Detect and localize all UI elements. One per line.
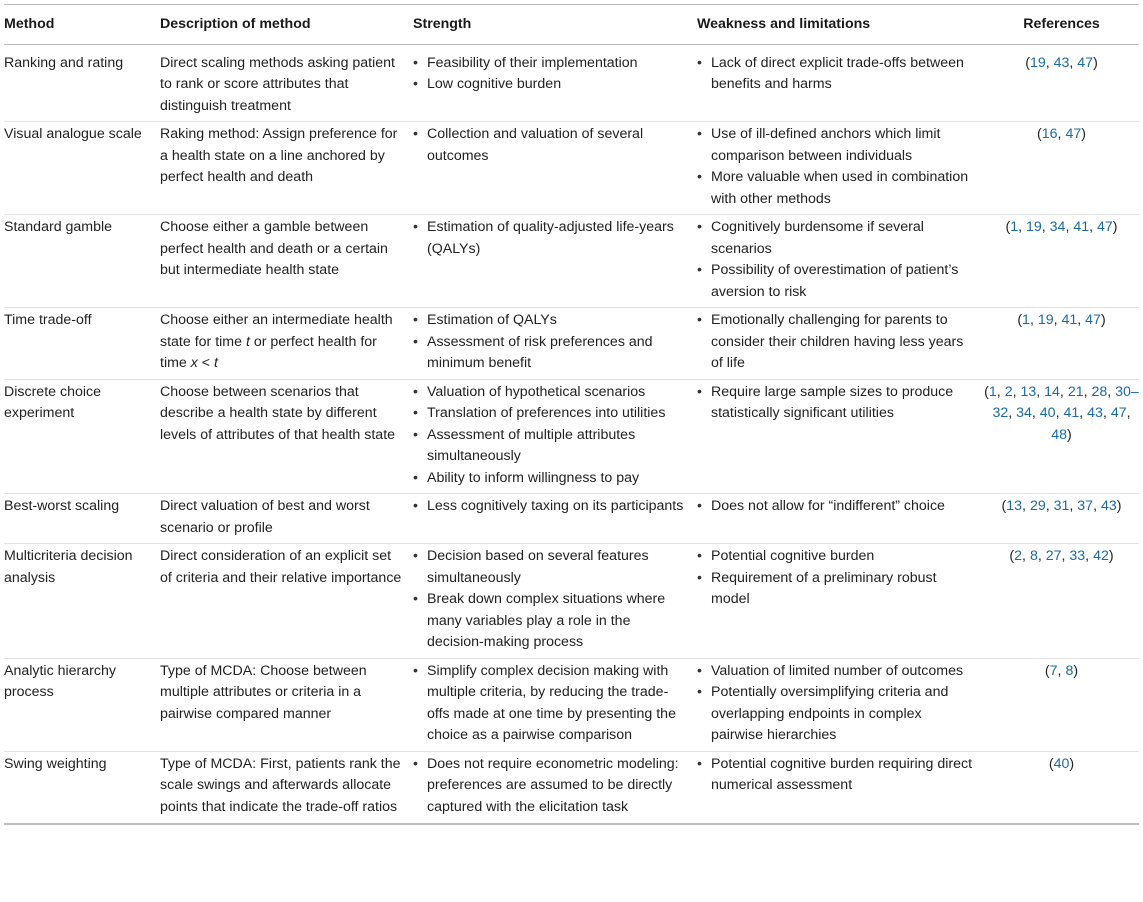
description-cell: Choose between scenarios that describe a health state by different levels of attributes of that health state: [160, 379, 413, 494]
method-cell: Discrete choice experiment: [4, 379, 160, 494]
weakness-item: • Cognitively burdensome if several scenarios: [697, 217, 976, 260]
weakness-item: • Require large sample sizes to produce statistically significant utilities: [697, 382, 976, 425]
variable-x: x: [190, 355, 198, 371]
reference-link[interactable]: 13: [1020, 383, 1037, 400]
reference-link[interactable]: 14: [1044, 383, 1060, 400]
strength-list: [413, 754, 689, 819]
table-row: [4, 544, 1139, 659]
header-weakness: Weakness and limitations: [697, 5, 984, 45]
reference-link[interactable]: 47: [1085, 312, 1101, 328]
description-cell: Type of MCDA: Choose between multiple attributes or criteria in a pairwise compared manner: [160, 658, 413, 751]
references-cell: (7, 8): [984, 658, 1139, 751]
strength-list: [413, 382, 689, 490]
strength-item: • Does not require econometric modeling: preferences are assumed to be directly captured with the elicitation task: [413, 754, 689, 819]
method-cell: Ranking and rating: [4, 44, 160, 122]
table-row: [4, 379, 1139, 494]
strength-item: • Simplify complex decision making with multiple criteria, by reducing the trade-offs made at one time by presenting the choice as a pairwise comparison: [413, 661, 689, 747]
reference-link[interactable]: 47: [1077, 54, 1094, 71]
strength-item: • Valuation of hypothetical scenarios: [413, 382, 689, 404]
strength-cell: [413, 544, 697, 659]
table-row: [4, 215, 1139, 308]
strength-item: • Assessment of risk preferences and minimum benefit: [413, 332, 689, 375]
strength-list: [413, 124, 689, 167]
description-cell: Raking method: Assign preference for a health state on a line anchored by perfect health and death: [160, 122, 413, 215]
reference-link[interactable]: 41: [1063, 405, 1080, 421]
references-cell: (19, 43, 47): [984, 44, 1139, 122]
strength-item: • Assessment of multiple attributes simultaneously: [413, 425, 689, 468]
reference-link[interactable]: 31: [1053, 498, 1070, 514]
table-row: [4, 658, 1139, 751]
reference-link[interactable]: 1: [1022, 312, 1030, 328]
reference-link[interactable]: 8: [1029, 548, 1038, 564]
table-row: [4, 308, 1139, 380]
weakness-list: [697, 217, 976, 303]
weakness-list: [697, 754, 976, 797]
strength-cell: [413, 494, 697, 544]
weakness-item: • Possibility of overestimation of patient’s aversion to risk: [697, 260, 976, 303]
table-row: [4, 44, 1139, 122]
reference-link[interactable]: 47: [1110, 405, 1127, 421]
strength-cell: [413, 379, 697, 494]
strength-item: • Ability to inform willingness to pay: [413, 468, 689, 490]
header-strength: Strength: [413, 5, 697, 45]
reference-link[interactable]: 7: [1049, 662, 1058, 679]
header-references: References: [984, 5, 1139, 45]
strength-item: • Estimation of QALYs: [413, 310, 689, 332]
weakness-list: [697, 546, 976, 611]
weakness-item: • Requirement of a preliminary robust model: [697, 568, 976, 611]
reference-link[interactable]: 34: [1049, 219, 1066, 235]
reference-link[interactable]: 41: [1073, 219, 1090, 235]
reference-link[interactable]: 19: [1037, 312, 1054, 328]
strength-item: • Translation of preferences into utilities: [413, 403, 689, 425]
table-header-row: [4, 5, 1139, 45]
reference-link[interactable]: 30–32: [992, 383, 1139, 421]
reference-link[interactable]: 43: [1087, 405, 1103, 421]
references-cell: (40): [984, 751, 1139, 824]
strength-list: [413, 217, 689, 260]
strength-list: [413, 546, 689, 654]
weakness-cell: [697, 308, 984, 380]
reference-link[interactable]: 42: [1093, 548, 1109, 564]
strength-item: • Estimation of quality-adjusted life-years (QALYs): [413, 217, 689, 260]
method-cell: Multicriteria decision analysis: [4, 544, 160, 659]
reference-link[interactable]: 1: [1010, 219, 1019, 235]
reference-link[interactable]: 47: [1097, 219, 1113, 235]
strength-item: • Feasibility of their implementation: [413, 53, 689, 75]
reference-link[interactable]: 40: [1053, 755, 1070, 772]
less-than-sign: <: [197, 355, 215, 371]
reference-link[interactable]: 48: [1051, 426, 1068, 443]
strength-cell: [413, 122, 697, 215]
description-cell: Type of MCDA: First, patients rank the scale swings and afterwards allocate points that indicate the trade-off ratios: [160, 751, 413, 824]
strength-item: • Low cognitive burden: [413, 74, 689, 96]
strength-item: • Break down complex situations where many variables play a role in the decision-making process: [413, 589, 689, 654]
reference-link[interactable]: 43: [1053, 54, 1070, 71]
reference-link[interactable]: 19: [1029, 54, 1046, 71]
reference-link[interactable]: 43: [1100, 498, 1117, 514]
weakness-item: • Lack of direct explicit trade-offs between benefits and harms: [697, 53, 976, 96]
description-cell: Direct valuation of best and worst scenario or profile: [160, 494, 413, 544]
reference-link[interactable]: 47: [1065, 126, 1082, 142]
references-cell: (1, 2, 13, 14, 21, 28, 30–32, 34, 40, 41, 43, 47, 48): [984, 379, 1139, 494]
references-cell: (1, 19, 34, 41, 47): [984, 215, 1139, 308]
weakness-item: • Use of ill-defined anchors which limit comparison between individuals: [697, 124, 976, 167]
strength-list: [413, 661, 689, 747]
weakness-list: [697, 310, 976, 375]
method-cell: Best-worst scaling: [4, 494, 160, 544]
reference-link[interactable]: 29: [1029, 498, 1046, 514]
table-row: [4, 122, 1139, 215]
weakness-list: [697, 124, 976, 210]
strength-cell: [413, 658, 697, 751]
description-text: or perfect health for time: [160, 333, 377, 371]
weakness-item: • Potential cognitive burden: [697, 546, 976, 568]
variable-t: t: [214, 355, 218, 371]
reference-link[interactable]: 8: [1065, 662, 1074, 679]
weakness-item: • Potentially oversimplifying criteria and overlapping endpoints in complex pairwise hierarchies: [697, 682, 976, 747]
description-cell: Direct consideration of an explicit set of criteria and their relative importance: [160, 544, 413, 659]
strength-list: [413, 53, 689, 96]
strength-cell: [413, 44, 697, 122]
weakness-cell: [697, 751, 984, 824]
weakness-item: • Does not allow for “indifferent” choice: [697, 496, 976, 518]
strength-list: [413, 310, 689, 375]
weakness-cell: [697, 44, 984, 122]
reference-link[interactable]: 33: [1069, 548, 1086, 564]
description-text: Choose either an intermediate health state for time: [160, 312, 393, 350]
reference-link[interactable]: 16: [1041, 126, 1058, 142]
weakness-item: • Valuation of limited number of outcomes: [697, 661, 976, 683]
description-cell: Choose either a gamble between perfect health and death or a certain but intermediate health state: [160, 215, 413, 308]
strength-cell: [413, 308, 697, 380]
reference-link[interactable]: 2: [1014, 548, 1023, 564]
weakness-cell: [697, 658, 984, 751]
method-cell: Analytic hierarchy process: [4, 658, 160, 751]
references-cell: (2, 8, 27, 33, 42): [984, 544, 1139, 659]
method-cell: Swing weighting: [4, 751, 160, 824]
weakness-item: • Emotionally challenging for parents to consider their children having less years of life: [697, 310, 976, 375]
weakness-cell: [697, 494, 984, 544]
table-row: [4, 494, 1139, 544]
header-method: Method: [4, 5, 160, 45]
weakness-list: [697, 661, 976, 747]
reference-link[interactable]: 2: [1004, 383, 1013, 400]
weakness-item: • More valuable when used in combination with other methods: [697, 167, 976, 210]
weakness-list: [697, 53, 976, 96]
weakness-list: [697, 496, 976, 518]
description-cell: Direct scaling methods asking patient to rank or score attributes that distinguish treatment: [160, 44, 413, 122]
references-cell: (1, 19, 41, 47): [984, 308, 1139, 380]
header-description: Description of method: [160, 5, 413, 45]
description-cell: [160, 308, 413, 380]
references-cell: (13, 29, 31, 37, 43): [984, 494, 1139, 544]
weakness-cell: [697, 215, 984, 308]
table-row: [4, 751, 1139, 824]
weakness-cell: [697, 379, 984, 494]
weakness-item: • Potential cognitive burden requiring direct numerical assessment: [697, 754, 976, 797]
strength-item: • Decision based on several features simultaneously: [413, 546, 689, 589]
method-cell: Time trade-off: [4, 308, 160, 380]
weakness-list: [697, 382, 976, 425]
reference-link[interactable]: 13: [1006, 498, 1023, 514]
method-cell: Standard gamble: [4, 215, 160, 308]
reference-link[interactable]: 1: [988, 383, 997, 400]
reference-link[interactable]: 28: [1091, 383, 1108, 400]
weakness-cell: [697, 544, 984, 659]
references-cell: (16, 47): [984, 122, 1139, 215]
reference-link[interactable]: 41: [1061, 312, 1078, 328]
weakness-cell: [697, 122, 984, 215]
reference-link[interactable]: 37: [1077, 498, 1094, 514]
strength-cell: [413, 215, 697, 308]
methods-table: [4, 4, 1139, 825]
reference-link[interactable]: 27: [1045, 548, 1062, 564]
strength-list: [413, 496, 689, 518]
reference-link[interactable]: 21: [1067, 383, 1084, 400]
reference-link[interactable]: 34: [1016, 405, 1032, 421]
strength-item: • Collection and valuation of several outcomes: [413, 124, 689, 167]
method-cell: Visual analogue scale: [4, 122, 160, 215]
strength-item: • Less cognitively taxing on its participants: [413, 496, 689, 518]
reference-link[interactable]: 19: [1025, 219, 1042, 235]
strength-cell: [413, 751, 697, 824]
variable-t: t: [245, 333, 250, 350]
reference-link[interactable]: 40: [1039, 405, 1056, 421]
